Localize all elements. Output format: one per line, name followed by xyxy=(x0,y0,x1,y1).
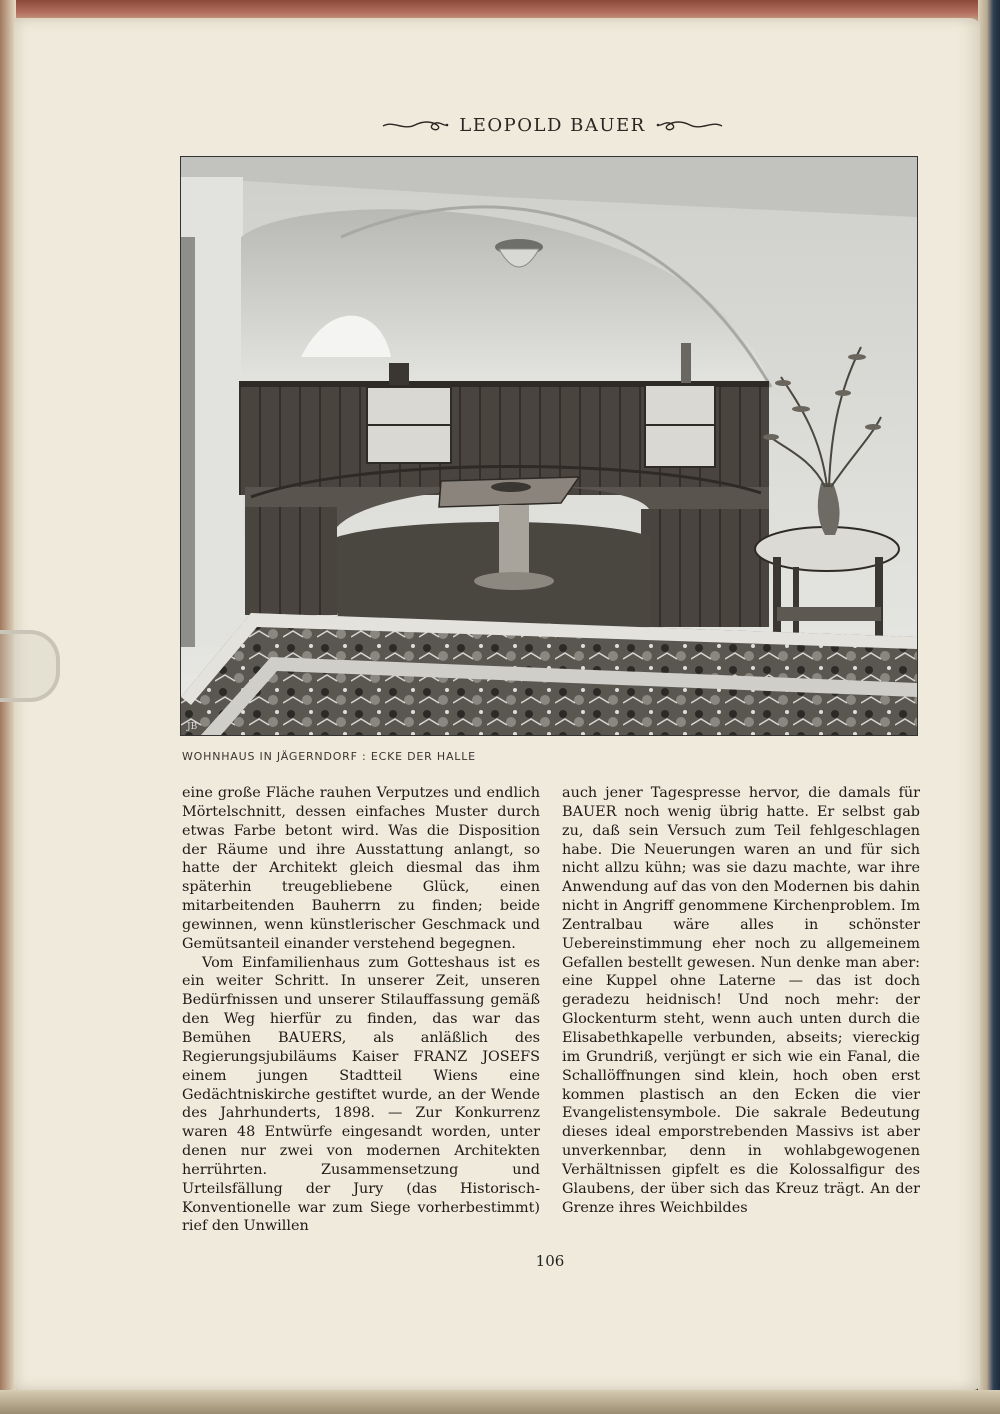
paragraph: Vom Einfamilienhaus zum Gotteshaus ist es ein weiter Schritt. In unserer Zeit, unseren Bedürfnissen und unserer Stilauffassung gemäß den Weg hierfür zu finden, das war das Bemühen BAUERS, als anläßlich des Regierungsjubiläums Kaiser FRANZ JOSEFS einem jungen Stadtteil Wiens eine Gedächtniskirche gestiftet wurde, an der Wende des Jahrhunderts, 1898. — Zur Konkurrenz waren 48 Entwürfe eingesandt worden, unter denen nur zwei von modernen Architekten herrührten. Zusammensetzung und Urteilsfällung der Jury (das Historisch-Konventionelle war zum Siege vorherbestimmt) rief den Unwillen xyxy=(182,954,540,1235)
page-bottom-edge xyxy=(0,1390,1000,1414)
book-binding-right xyxy=(978,0,1000,1414)
figure-caption: WOHNHAUS IN JÄGERNDORF : ECKE DER HALLE xyxy=(182,750,476,763)
paragraph: eine große Fläche rauhen Verputzes und endlich Mörtelschnitt, dessen einfaches Muster durch etwas Farbe betont wird. Was die Disposition der Räume und ihre Ausstattung anlangt, so hatte der Architekt gleich diesmal das ihm späterhin treugebliebene Glück, einen mitarbeitenden Bauherrn zu finden; beide gewinnen, wenn künstlerischer Geschmack und Gemütsanteil einander verstehend begegnen. xyxy=(182,785,540,952)
hall-corner-illustration xyxy=(181,157,917,735)
paper-clip-icon xyxy=(0,630,60,702)
text-column-right xyxy=(562,784,920,1217)
running-head xyxy=(380,112,725,138)
left-ornament-icon xyxy=(381,117,449,133)
right-ornament-icon xyxy=(656,117,724,133)
text-column-left xyxy=(182,784,540,1236)
paragraph: auch jener Tagespresse hervor, die damals für BAUER noch wenig übrig hatte. Er selbst gab zu, daß sein Versuch zum Teil fehlgeschlagen habe. Die Neuerungen waren an und für sich nicht allzu kühn; was sie dazu machte, war ihre Anwendung auf das von den Modernen bis dahin nicht in Angriff genommene Kirchenproblem. Im Zentralbau wäre alles in schönster Uebereinstimmung eher noch zu allgemeinem Gefallen bestellt gewesen. Nun denke man aber: eine Kuppel ohne Laterne — das ist doch geradezu heidnisch! Und noch mehr: der Glockenturm steht, wenn auch unten durch die Elisabethkapelle verbunden, abseits; viereckig im Grundriß, verjüngt er sich wie ein Fanal, die Schallöffnungen sind klein, hoch oben erst kommen plastisch an den Ecken die vier Evangelistensymbole. Die sakrale Bedeutung dieses ideal emporstrebenden Massivs ist aber unverkennbar, denn in wohlabgewogenen Verhältnissen gipfelt es die Kolossalfigur des Glaubens, der über sich das Kreuz trägt. An der Grenze ihres Weichbildes xyxy=(562,785,920,1216)
photo-monogram: JB xyxy=(187,722,198,732)
page-number: 106 xyxy=(535,1252,565,1270)
running-title: LEOPOLD BAUER xyxy=(459,114,646,136)
interior-photograph xyxy=(180,156,918,736)
